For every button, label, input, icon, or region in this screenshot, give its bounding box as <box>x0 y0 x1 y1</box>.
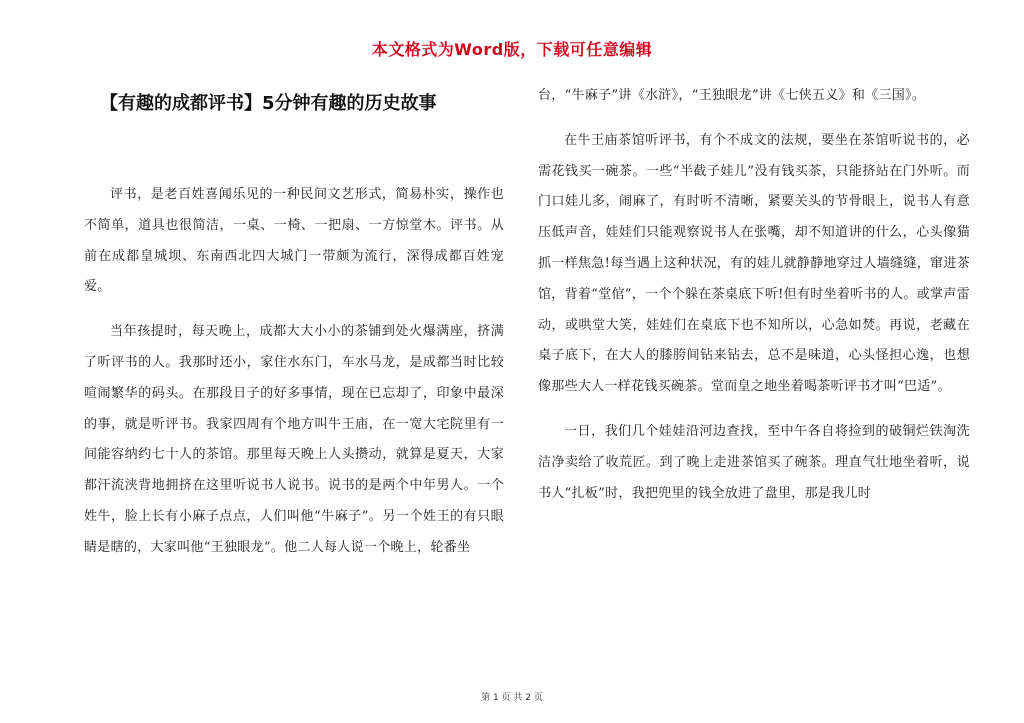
paragraph: 评书，是老百姓喜闻乐见的一种民间文艺形式，简易朴实，操作也不简单，道具也很简洁，一桌、一椅、一把扇、一方惊堂木。评书。从前在成都皇城坝、东南西北四大城门一带颇为流行，深得成都百姓宠爱。 <box>84 187 504 295</box>
paragraph: 当年孩提时，每天晚上，成都大大小小的茶铺到处火爆满座，挤满了听评书的人。我那时还小，家住水东门，车水马龙，是成都当时比较喧闹繁华的码头。在那段日子的好多事情，现在已忘却了，印象中最深的事，就是听评书。我家四周有个地方叫牛王庙，在一宽大宅院里有一间能容纳约七十人的茶馆。那里每天晚上人头攒动，就算是夏天，大家都汗流浃背地拥挤在这里听说书人说书。说书的是两个中年男人。一个姓牛，脸上长有小麻子点点，人们叫他“牛麻子”。另一个姓王的有只眼睛是瞎的，大家叫他“王独眼龙”。他二人每人说一个晚上，轮番坐 <box>84 324 504 555</box>
right-column <box>538 81 970 509</box>
paragraph-continued: 台，“牛麻子”讲《水浒》，“王独眼龙”讲《七侠五义》和《三国》。 <box>538 88 926 103</box>
left-column <box>84 180 504 564</box>
page-footer: 第 1 页 共 2 页 <box>481 693 543 703</box>
paragraph: 一日，我们几个娃娃沿河边查找，至中午各自将捡到的破铜烂铁淘洗洁净卖给了收荒匠。到了晚上走进茶馆买了碗茶。理直气壮地坐着听，说书人“扎板”时，我把兜里的钱全放进了盘里，那是我儿时 <box>538 423 970 501</box>
document-title: 【有趣的成都评书】5分钟有趣的历史故事 <box>100 93 437 114</box>
document-banner: 本文格式为Word版，下载可任意编辑 <box>371 40 653 59</box>
paragraph: 在牛王庙茶馆听评书，有个不成文的法规，要坐在茶馆听说书的，必需花钱买一碗茶。一些“半截子娃儿”没有钱买茶，只能挤站在门外听。而门口娃儿多，闹麻了，有时听不清晰，紧要关头的节骨眼上，说书人有意压低声音，娃娃们只能观察说书人在张嘴，却不知道讲的什么，心头像猫抓一样焦急!每当遇上这种状况，有的娃儿就静静地穿过人墙缝缝，窜进茶馆，背着“堂倌”，一个个躲在茶桌底下听!但有时坐着听书的人。或掌声雷动，或哄堂大笑，娃娃们在桌底下也不知所以，心急如焚。再说，老藏在桌子底下，在大人的膝胯间钻来钻去，总不是味道，心头怪担心逸，也想像那些大人一样花钱买碗茶。堂而皇之地坐着喝茶听评书才叫“巴适”。 <box>538 132 970 395</box>
